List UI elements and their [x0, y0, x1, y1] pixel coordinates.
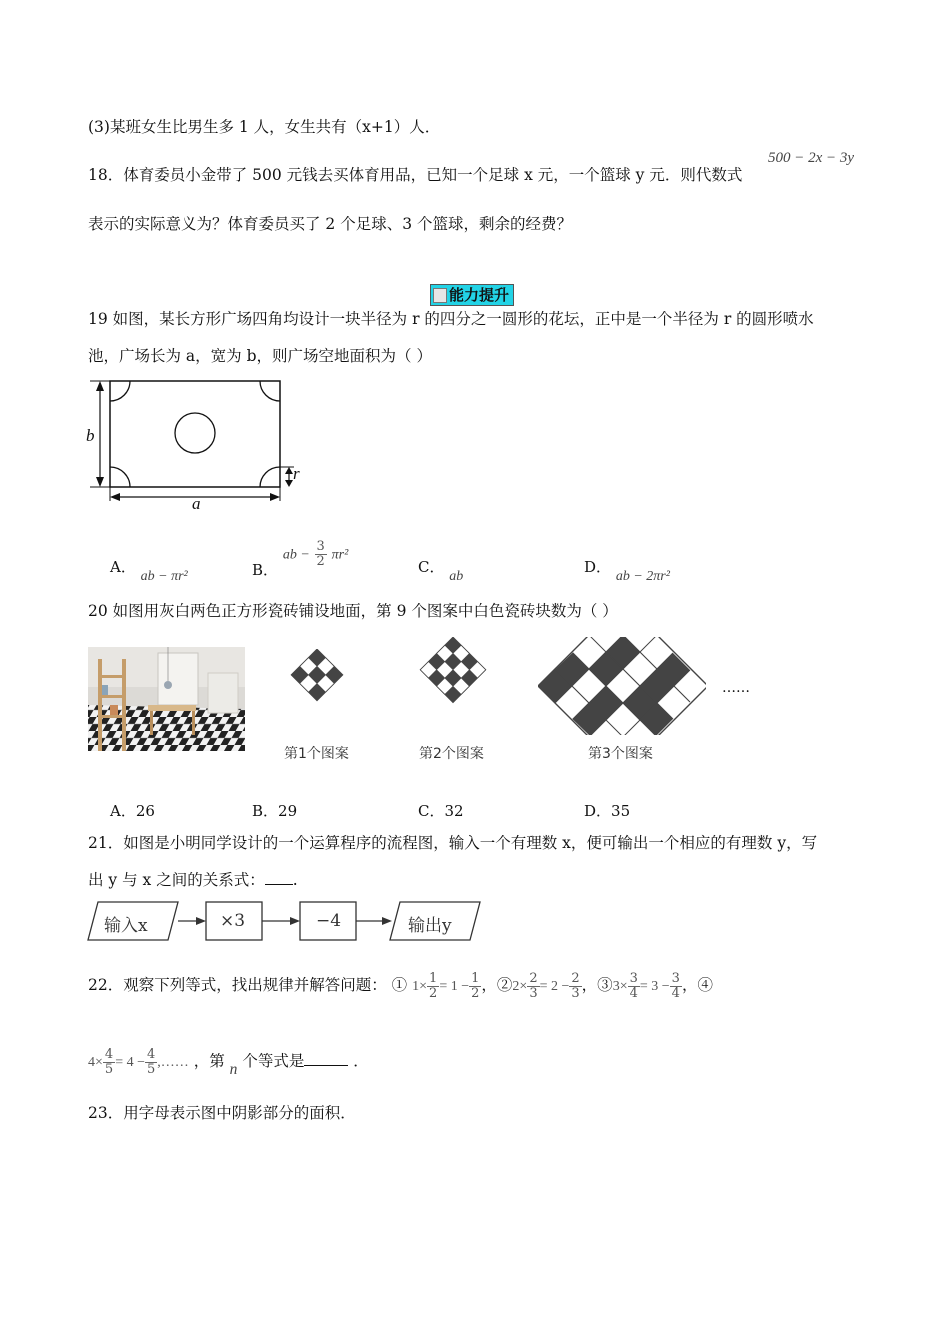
center-fountain	[175, 413, 215, 453]
choice-letter: C．	[418, 558, 445, 576]
caption-pattern-2: 第2个图案	[419, 746, 484, 762]
flow-subtract-label: −4	[316, 911, 342, 931]
flow-multiply-label: ×3	[220, 911, 246, 931]
choice-letter: D．	[584, 558, 612, 576]
fraction: $\frac{1}{2}$	[429, 970, 438, 1001]
q19-choice-a[interactable]	[110, 556, 188, 584]
question-17-3: (3)某班女生比男生多 1 人，女生共有（x+1）人．	[88, 118, 441, 136]
question-19-line1: 19 如图，某长方形广场四角均设计一块半径为 r 的四分之一圆形的花坛，正中是一个半径为 r 的圆形喷水	[88, 310, 814, 328]
choice-expr: ab − πr²	[140, 569, 188, 584]
label-r: r	[293, 464, 300, 483]
fraction: $\frac{2}{3}$	[571, 970, 580, 1001]
question-22-line2: 4× $\frac{4}{5}$ = 4 − $\frac{4}{5}$ ,…… ，第 n 个等式是 ．	[88, 1046, 369, 1078]
answer-blank[interactable]	[265, 870, 293, 885]
q19-choice-b[interactable]	[252, 539, 349, 579]
question-18-expression: 500 − 2x − 3y	[768, 150, 855, 166]
choice-expr-post: πr²	[331, 547, 349, 563]
corner-flowerbed-tr	[260, 381, 280, 401]
flow-input-label: 输入x	[104, 916, 148, 936]
caption-pattern-1: 第1个图案	[284, 746, 349, 762]
fraction: $\frac{3}{4}$	[671, 970, 680, 1001]
choice-expr: ab	[449, 569, 464, 584]
section-title: 能力提升	[430, 284, 514, 306]
q19-choice-d[interactable]	[584, 556, 670, 584]
question-18-line2: 表示的实际意义为？体育委员买了 2 个足球、3 个篮球，剩余的经费？	[88, 215, 573, 233]
question-19-line2: 池，广场长为 a，宽为 b，则广场空地面积为（ ）	[88, 347, 432, 365]
q20-choice-b[interactable]: B．29	[252, 802, 298, 820]
choice-letter: B．	[252, 560, 279, 579]
q19-choice-c[interactable]	[418, 556, 464, 584]
question-21-line1: 21．如图是小明同学设计的一个运算程序的流程图，输入一个有理数 x，便可输出一个相应的有理数 y，写	[88, 834, 818, 852]
choice-expr-pre: ab −	[282, 547, 310, 563]
q20-choice-a[interactable]: A．26	[110, 802, 155, 820]
question-21-line2: 出 y 与 x 之间的关系式： .	[88, 871, 298, 889]
question-23: 23．用字母表示图中阴影部分的面积．	[88, 1104, 356, 1122]
label-b: b	[86, 426, 95, 445]
fraction: $\frac{1}{2}$	[471, 970, 480, 1001]
corner-flowerbed-bl	[110, 467, 130, 487]
question-18-line1: 18．体育委员小金带了 500 元钱去买体育用品，已知一个足球 x 元，一个篮球 y 元．则代数式	[88, 166, 743, 184]
tile-pattern-1	[266, 649, 368, 735]
pattern-ellipsis: ……	[722, 680, 750, 696]
answer-blank[interactable]	[304, 1051, 348, 1066]
flow-output-label: 输出y	[408, 916, 452, 936]
corner-flowerbed-br	[260, 467, 280, 487]
room-photo	[88, 647, 245, 751]
corner-flowerbed-tl	[110, 381, 130, 401]
choice-fraction: $\frac{3}{2}$	[316, 539, 325, 569]
question-22-line1: 22．观察下列等式，找出规律并解答问题： ① 1× $\frac{1}{2}$ = 1 − $\frac{1}{2}$ ，②2× $\frac{2}{3}$ = 2 − $\frac{2}{3}$ ，③3× $\frac{3}{4}$ = 3 − $\frac{3}{4}$ ，④	[88, 970, 713, 1001]
choice-expr: ab − 2πr²	[615, 569, 670, 584]
tile-pattern-2	[386, 637, 520, 735]
q20-choice-c[interactable]: C．32	[418, 802, 464, 820]
fraction: $\frac{4}{5}$	[104, 1046, 114, 1077]
fraction: $\frac{2}{3}$	[529, 970, 538, 1001]
label-a: a	[192, 494, 201, 513]
caption-pattern-3: 第3个图案	[588, 746, 653, 762]
plaza-rectangle	[110, 381, 280, 487]
choice-letter: A．	[110, 558, 136, 576]
fraction: $\frac{3}{4}$	[629, 970, 638, 1001]
tile-pattern-3-band	[538, 637, 706, 735]
q20-choice-d[interactable]: D．35	[584, 802, 631, 820]
fraction: $\frac{4}{5}$	[146, 1046, 156, 1077]
question-20: 20 如图用灰白两色正方形瓷砖铺设地面，第 9 个图案中白色瓷砖块数为（ ）	[88, 602, 618, 620]
